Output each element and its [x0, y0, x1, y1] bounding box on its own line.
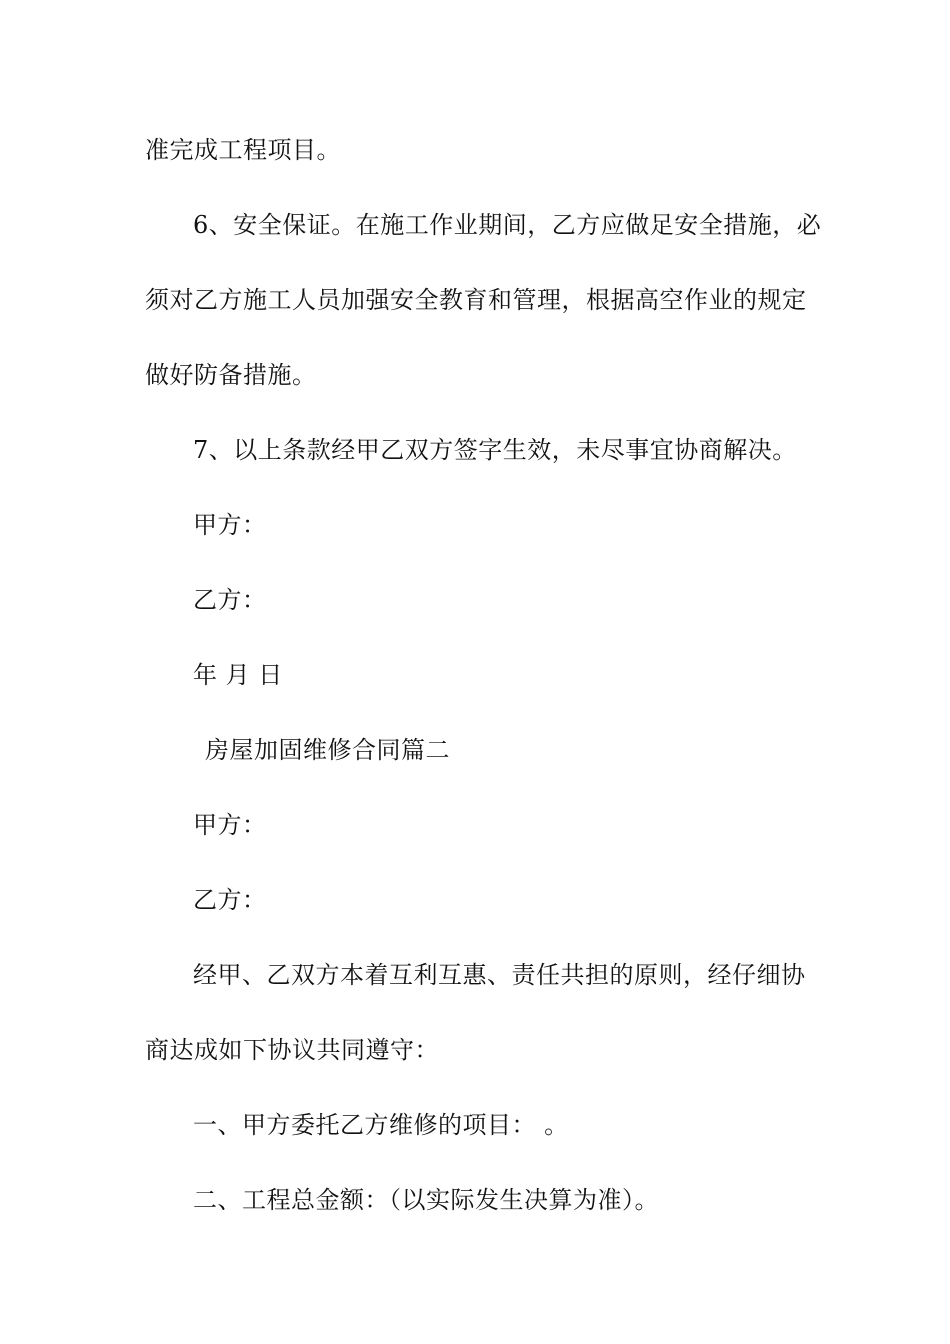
clause-7-line: 7、以上条款经甲乙双方签字生效，未尽事宜协商解决。 — [193, 436, 797, 464]
party-a-label-2: 甲方： — [193, 811, 267, 839]
paragraph-line: 准完成工程项目。 — [145, 136, 341, 164]
item-1-line: 一、甲方委托乙方维修的项目： 。 — [193, 1111, 569, 1139]
intro-line-1: 经甲、乙双方本着互利互惠、责任共担的原则，经仔细协 — [193, 961, 806, 989]
intro-line-2: 商达成如下协议共同遵守： — [145, 1036, 439, 1064]
party-b-label-2: 乙方： — [193, 886, 267, 914]
item-2-line: 二、工程总金额：（以实际发生决算为准）。 — [193, 1186, 659, 1214]
party-b-label: 乙方： — [193, 586, 267, 614]
date-line: 年 月 日 — [193, 661, 283, 689]
section-title: 房屋加固维修合同篇二 — [205, 736, 450, 764]
clause-6-line-3: 做好防备措施。 — [145, 361, 317, 389]
clause-6-line-2: 须对乙方施工人员加强安全教育和管理，根据高空作业的规定 — [145, 286, 807, 314]
party-a-label: 甲方： — [193, 511, 267, 539]
clause-6-line-1: 6、安全保证。在施工作业期间，乙方应做足安全措施，必 — [193, 211, 822, 239]
